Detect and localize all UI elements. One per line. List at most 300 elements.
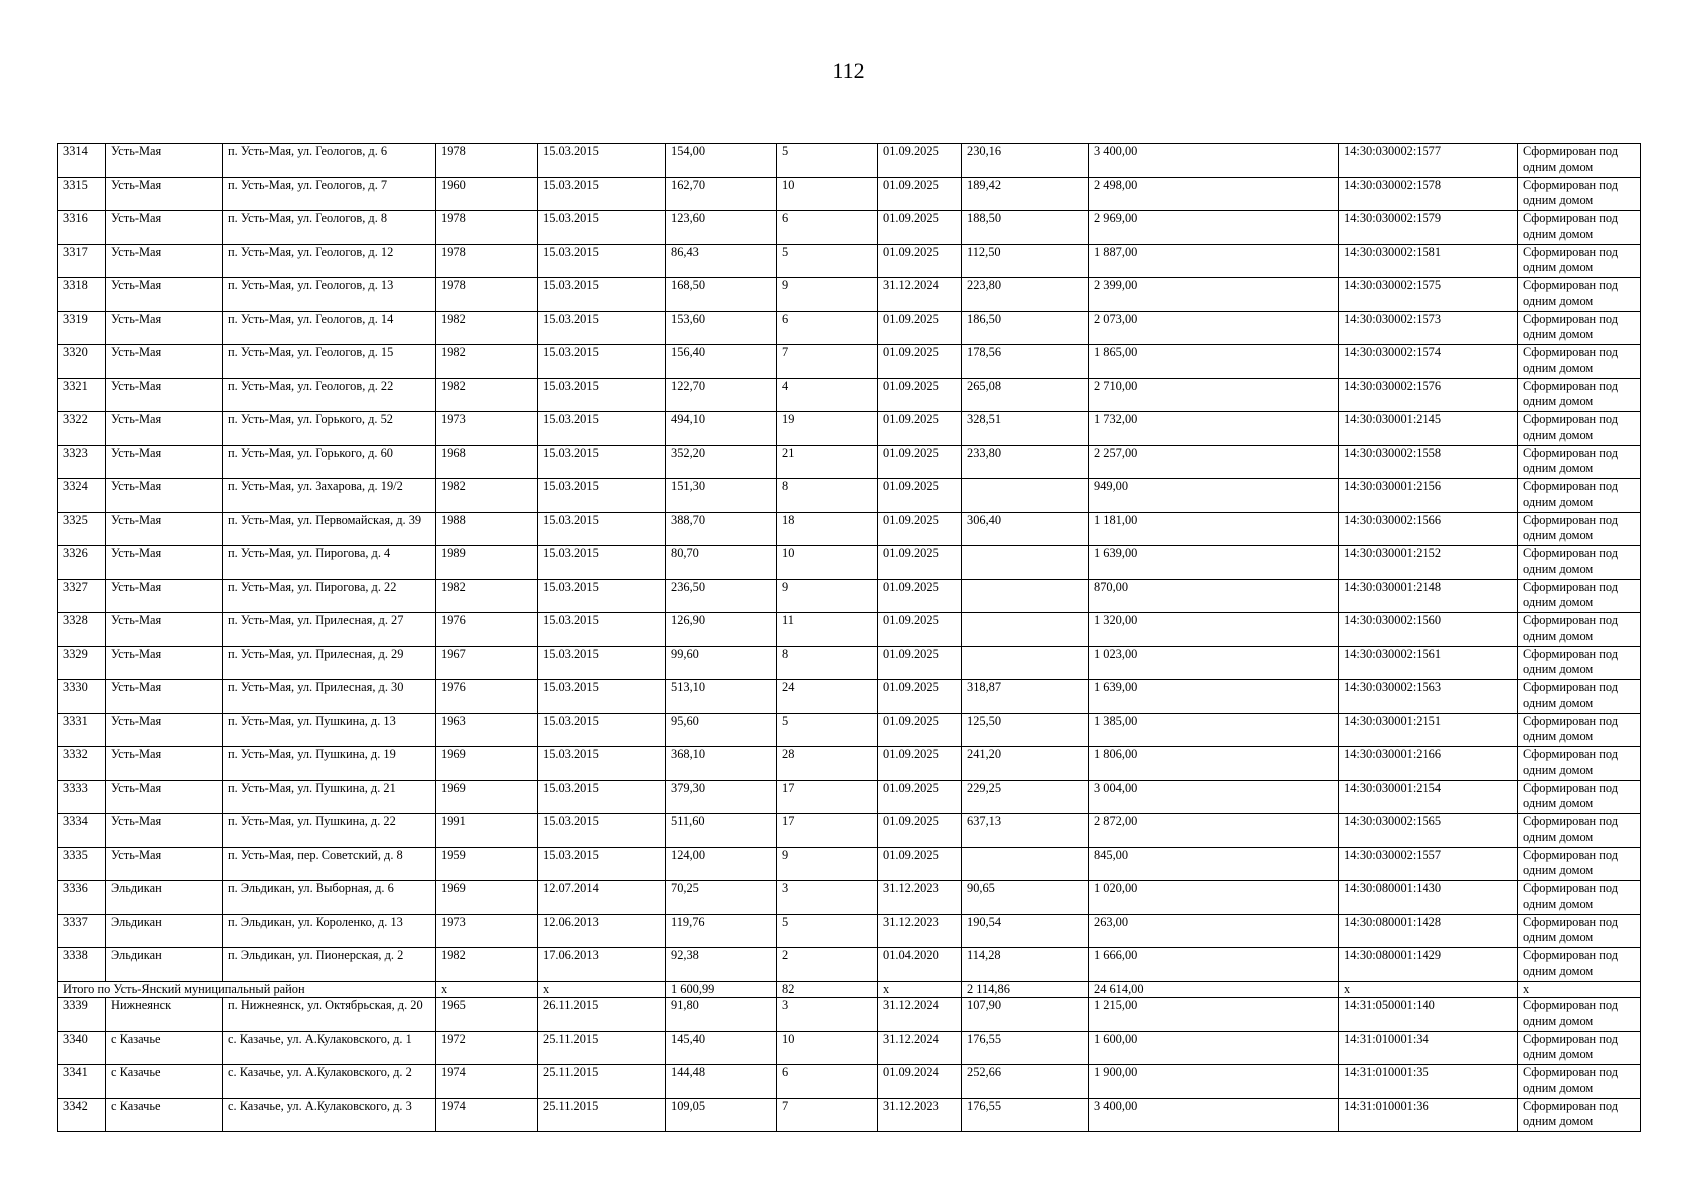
cell-area: 168,50 <box>666 278 777 312</box>
cell-cadastral-number: 14:30:030001:2145 <box>1339 412 1518 446</box>
cell-land-area: 176,55 <box>962 1031 1089 1065</box>
table-row <box>58 278 1641 312</box>
cell-cadastral-number: 14:30:030002:1575 <box>1339 278 1518 312</box>
cell-year-built: 1969 <box>436 780 538 814</box>
cell-settlement: Усть-Мая <box>106 244 223 278</box>
cell-resettlement-deadline: 31.12.2024 <box>878 1031 962 1065</box>
table-row <box>58 914 1641 948</box>
total-cell-land-area: 2 114,86 <box>962 981 1089 998</box>
cell-land-area: 188,50 <box>962 211 1089 245</box>
cell-row-number: 3322 <box>58 412 106 446</box>
total-cell-residents: 82 <box>777 981 878 998</box>
cell-address: с. Казачье, ул. А.Кулаковского, д. 3 <box>223 1098 436 1132</box>
cell-settlement: Усть-Мая <box>106 613 223 647</box>
cell-recognized-date: 15.03.2015 <box>538 780 666 814</box>
cell-row-number: 3330 <box>58 680 106 714</box>
cell-address: п. Усть-Мая, ул. Геологов, д. 8 <box>223 211 436 245</box>
cell-settlement: с Казачье <box>106 1098 223 1132</box>
cell-area: 123,60 <box>666 211 777 245</box>
cell-row-number: 3340 <box>58 1031 106 1065</box>
cell-settlement: Усть-Мая <box>106 546 223 580</box>
cell-recognized-date: 15.03.2015 <box>538 378 666 412</box>
table-row <box>58 847 1641 881</box>
cell-note: Сформирован под одним домом <box>1518 412 1641 446</box>
cell-settlement: Усть-Мая <box>106 847 223 881</box>
cell-row-number: 3338 <box>58 948 106 982</box>
cell-cadastral-number: 14:30:030002:1578 <box>1339 177 1518 211</box>
cell-recognized-date: 15.03.2015 <box>538 814 666 848</box>
cell-resettlement-deadline: 01.09.2025 <box>878 244 962 278</box>
cell-resettlement-deadline: 01.09.2025 <box>878 211 962 245</box>
cell-land-area: 186,50 <box>962 311 1089 345</box>
cell-cost: 845,00 <box>1089 847 1339 881</box>
total-row <box>58 981 1641 998</box>
cell-area: 122,70 <box>666 378 777 412</box>
cell-row-number: 3324 <box>58 479 106 513</box>
cell-row-number: 3328 <box>58 613 106 647</box>
cell-year-built: 1968 <box>436 445 538 479</box>
cell-cost: 1 639,00 <box>1089 546 1339 580</box>
cell-note: Сформирован под одним домом <box>1518 847 1641 881</box>
cell-area: 109,05 <box>666 1098 777 1132</box>
cell-cadastral-number: 14:30:030002:1561 <box>1339 646 1518 680</box>
cell-cost: 3 400,00 <box>1089 144 1339 178</box>
cell-year-built: 1973 <box>436 914 538 948</box>
cell-address: п. Усть-Мая, ул. Геологов, д. 13 <box>223 278 436 312</box>
cell-land-area: 190,54 <box>962 914 1089 948</box>
cell-address: п. Усть-Мая, ул. Захарова, д. 19/2 <box>223 479 436 513</box>
registry-rows-ust-yansky <box>58 998 1641 1132</box>
cell-year-built: 1982 <box>436 311 538 345</box>
cell-year-built: 1982 <box>436 479 538 513</box>
cell-row-number: 3314 <box>58 144 106 178</box>
cell-land-area <box>962 479 1089 513</box>
cell-year-built: 1976 <box>436 680 538 714</box>
cell-recognized-date: 17.06.2013 <box>538 948 666 982</box>
cell-row-number: 3327 <box>58 579 106 613</box>
cell-land-area: 318,87 <box>962 680 1089 714</box>
cell-cadastral-number: 14:30:030002:1576 <box>1339 378 1518 412</box>
cell-year-built: 1974 <box>436 1098 538 1132</box>
cell-recognized-date: 15.03.2015 <box>538 445 666 479</box>
table-row <box>58 747 1641 781</box>
cell-residents: 9 <box>777 278 878 312</box>
cell-address: п. Усть-Мая, ул. Горького, д. 60 <box>223 445 436 479</box>
cell-recognized-date: 15.03.2015 <box>538 144 666 178</box>
cell-area: 144,48 <box>666 1065 777 1099</box>
total-cell-date: х <box>538 981 666 998</box>
cell-land-area <box>962 613 1089 647</box>
cell-resettlement-deadline: 01.09.2025 <box>878 445 962 479</box>
cell-row-number: 3336 <box>58 881 106 915</box>
cell-note: Сформирован под одним домом <box>1518 378 1641 412</box>
cell-settlement: Усть-Мая <box>106 814 223 848</box>
cell-cost: 1 320,00 <box>1089 613 1339 647</box>
cell-note: Сформирован под одним домом <box>1518 512 1641 546</box>
cell-address: п. Усть-Мая, ул. Геологов, д. 6 <box>223 144 436 178</box>
cell-note: Сформирован под одним домом <box>1518 1031 1641 1065</box>
cell-land-area: 306,40 <box>962 512 1089 546</box>
cell-residents: 10 <box>777 546 878 580</box>
cell-year-built: 1982 <box>436 378 538 412</box>
cell-settlement: Усть-Мая <box>106 211 223 245</box>
cell-cost: 2 399,00 <box>1089 278 1339 312</box>
cell-cost: 1 732,00 <box>1089 412 1339 446</box>
cell-address: п. Усть-Мая, ул. Пирогова, д. 4 <box>223 546 436 580</box>
cell-resettlement-deadline: 01.09.2025 <box>878 378 962 412</box>
cell-cadastral-number: 14:30:030001:2154 <box>1339 780 1518 814</box>
cell-recognized-date: 15.03.2015 <box>538 579 666 613</box>
cell-land-area <box>962 546 1089 580</box>
cell-resettlement-deadline: 01.09.2025 <box>878 646 962 680</box>
cell-land-area: 112,50 <box>962 244 1089 278</box>
cell-land-area: 265,08 <box>962 378 1089 412</box>
cell-area: 352,20 <box>666 445 777 479</box>
cell-address: п. Усть-Мая, ул. Пушкина, д. 19 <box>223 747 436 781</box>
cell-year-built: 1969 <box>436 881 538 915</box>
cell-address: п. Усть-Мая, ул. Прилесная, д. 30 <box>223 680 436 714</box>
cell-cadastral-number: 14:30:030002:1573 <box>1339 311 1518 345</box>
cell-address: п. Усть-Мая, пер. Советский, д. 8 <box>223 847 436 881</box>
cell-settlement: Усть-Мая <box>106 747 223 781</box>
cell-row-number: 3329 <box>58 646 106 680</box>
cell-cadastral-number: 14:30:080001:1428 <box>1339 914 1518 948</box>
cell-area: 70,25 <box>666 881 777 915</box>
cell-cost: 1 600,00 <box>1089 1031 1339 1065</box>
cell-land-area: 114,28 <box>962 948 1089 982</box>
cell-residents: 9 <box>777 847 878 881</box>
cell-cadastral-number: 14:30:030002:1581 <box>1339 244 1518 278</box>
cell-land-area: 125,50 <box>962 713 1089 747</box>
cell-year-built: 1959 <box>436 847 538 881</box>
cell-resettlement-deadline: 01.09.2025 <box>878 177 962 211</box>
cell-year-built: 1989 <box>436 546 538 580</box>
cell-note: Сформирован под одним домом <box>1518 345 1641 379</box>
cell-settlement: с Казачье <box>106 1031 223 1065</box>
table-row <box>58 998 1641 1032</box>
cell-address: п. Усть-Мая, ул. Пушкина, д. 21 <box>223 780 436 814</box>
cell-recognized-date: 25.11.2015 <box>538 1031 666 1065</box>
cell-settlement: Усть-Мая <box>106 680 223 714</box>
cell-recognized-date: 15.03.2015 <box>538 211 666 245</box>
cell-settlement: Эльдикан <box>106 881 223 915</box>
table-row <box>58 345 1641 379</box>
cell-address: п. Эльдикан, ул. Выборная, д. 6 <box>223 881 436 915</box>
cell-land-area: 637,13 <box>962 814 1089 848</box>
cell-row-number: 3326 <box>58 546 106 580</box>
cell-cost: 2 073,00 <box>1089 311 1339 345</box>
cell-area: 511,60 <box>666 814 777 848</box>
cell-note: Сформирован под одним домом <box>1518 278 1641 312</box>
cell-row-number: 3325 <box>58 512 106 546</box>
cell-settlement: с Казачье <box>106 1065 223 1099</box>
cell-cost: 2 257,00 <box>1089 445 1339 479</box>
table-row <box>58 780 1641 814</box>
cell-note: Сформирован под одним домом <box>1518 479 1641 513</box>
cell-row-number: 3331 <box>58 713 106 747</box>
cell-resettlement-deadline: 01.09.2025 <box>878 613 962 647</box>
cell-area: 99,60 <box>666 646 777 680</box>
cell-cadastral-number: 14:30:030001:2152 <box>1339 546 1518 580</box>
cell-year-built: 1967 <box>436 646 538 680</box>
cell-residents: 2 <box>777 948 878 982</box>
cell-cost: 3 400,00 <box>1089 1098 1339 1132</box>
total-cell-area: 1 600,99 <box>666 981 777 998</box>
cell-residents: 4 <box>777 378 878 412</box>
cell-cost: 1 666,00 <box>1089 948 1339 982</box>
cell-year-built: 1974 <box>436 1065 538 1099</box>
cell-area: 119,76 <box>666 914 777 948</box>
cell-cadastral-number: 14:30:030001:2156 <box>1339 479 1518 513</box>
cell-address: п. Усть-Мая, ул. Геологов, д. 14 <box>223 311 436 345</box>
cell-resettlement-deadline: 01.09.2025 <box>878 412 962 446</box>
cell-row-number: 3320 <box>58 345 106 379</box>
cell-residents: 7 <box>777 345 878 379</box>
cell-land-area: 328,51 <box>962 412 1089 446</box>
cell-cadastral-number: 14:31:050001:140 <box>1339 998 1518 1032</box>
cell-resettlement-deadline: 31.12.2024 <box>878 278 962 312</box>
cell-address: п. Усть-Мая, ул. Пирогова, д. 22 <box>223 579 436 613</box>
cell-recognized-date: 12.06.2013 <box>538 914 666 948</box>
cell-land-area: 90,65 <box>962 881 1089 915</box>
cell-settlement: Усть-Мая <box>106 345 223 379</box>
cell-cadastral-number: 14:30:030002:1563 <box>1339 680 1518 714</box>
cell-settlement: Усть-Мая <box>106 144 223 178</box>
total-cell-cadastral: х <box>1339 981 1518 998</box>
table-row <box>58 1031 1641 1065</box>
table-row <box>58 546 1641 580</box>
cell-note: Сформирован под одним домом <box>1518 311 1641 345</box>
cell-settlement: Усть-Мая <box>106 579 223 613</box>
cell-area: 154,00 <box>666 144 777 178</box>
total-cell-note: х <box>1518 981 1641 998</box>
cell-cadastral-number: 14:30:030002:1560 <box>1339 613 1518 647</box>
cell-note: Сформирован под одним домом <box>1518 780 1641 814</box>
cell-settlement: Усть-Мая <box>106 780 223 814</box>
cell-cadastral-number: 14:30:080001:1429 <box>1339 948 1518 982</box>
cell-residents: 5 <box>777 713 878 747</box>
cell-resettlement-deadline: 01.09.2025 <box>878 847 962 881</box>
cell-land-area <box>962 646 1089 680</box>
page-number: 112 <box>832 58 865 83</box>
cell-area: 124,00 <box>666 847 777 881</box>
cell-cadastral-number: 14:30:030002:1577 <box>1339 144 1518 178</box>
cell-area: 80,70 <box>666 546 777 580</box>
table-row <box>58 445 1641 479</box>
cell-year-built: 1972 <box>436 1031 538 1065</box>
cell-residents: 17 <box>777 780 878 814</box>
cell-residents: 3 <box>777 998 878 1032</box>
cell-resettlement-deadline: 01.09.2025 <box>878 713 962 747</box>
cell-cost: 1 865,00 <box>1089 345 1339 379</box>
cell-land-area: 223,80 <box>962 278 1089 312</box>
cell-recognized-date: 15.03.2015 <box>538 412 666 446</box>
cell-year-built: 1982 <box>436 345 538 379</box>
cell-cadastral-number: 14:30:030002:1557 <box>1339 847 1518 881</box>
cell-cost: 1 181,00 <box>1089 512 1339 546</box>
cell-land-area: 178,56 <box>962 345 1089 379</box>
cell-cost: 870,00 <box>1089 579 1339 613</box>
cell-area: 379,30 <box>666 780 777 814</box>
total-cell-cost: 24 614,00 <box>1089 981 1339 998</box>
cell-area: 513,10 <box>666 680 777 714</box>
cell-address: п. Нижнеянск, ул. Октябрьская, д. 20 <box>223 998 436 1032</box>
table-row <box>58 680 1641 714</box>
cell-cost: 1 806,00 <box>1089 747 1339 781</box>
cell-recognized-date: 15.03.2015 <box>538 613 666 647</box>
cell-cost: 263,00 <box>1089 914 1339 948</box>
cell-note: Сформирован под одним домом <box>1518 646 1641 680</box>
cell-address: п. Усть-Мая, ул. Геологов, д. 7 <box>223 177 436 211</box>
cell-cadastral-number: 14:30:030001:2151 <box>1339 713 1518 747</box>
cell-cadastral-number: 14:31:010001:36 <box>1339 1098 1518 1132</box>
cell-cadastral-number: 14:30:030002:1558 <box>1339 445 1518 479</box>
cell-note: Сформирован под одним домом <box>1518 713 1641 747</box>
cell-resettlement-deadline: 01.09.2025 <box>878 311 962 345</box>
cell-area: 95,60 <box>666 713 777 747</box>
cell-land-area: 233,80 <box>962 445 1089 479</box>
cell-residents: 3 <box>777 881 878 915</box>
cell-cost: 1 215,00 <box>1089 998 1339 1032</box>
table-row <box>58 814 1641 848</box>
table-row <box>58 378 1641 412</box>
cell-land-area: 241,20 <box>962 747 1089 781</box>
cell-recognized-date: 25.11.2015 <box>538 1065 666 1099</box>
cell-settlement: Эльдикан <box>106 914 223 948</box>
cell-row-number: 3334 <box>58 814 106 848</box>
cell-cost: 1 020,00 <box>1089 881 1339 915</box>
cell-land-area: 176,55 <box>962 1098 1089 1132</box>
cell-year-built: 1978 <box>436 278 538 312</box>
cell-cadastral-number: 14:30:030002:1565 <box>1339 814 1518 848</box>
cell-area: 236,50 <box>666 579 777 613</box>
cell-resettlement-deadline: 01.09.2025 <box>878 144 962 178</box>
cell-recognized-date: 15.03.2015 <box>538 546 666 580</box>
cell-cadastral-number: 14:30:030001:2166 <box>1339 747 1518 781</box>
cell-year-built: 1965 <box>436 998 538 1032</box>
cell-address: п. Усть-Мая, ул. Геологов, д. 15 <box>223 345 436 379</box>
table-row <box>58 211 1641 245</box>
cell-note: Сформирован под одним домом <box>1518 680 1641 714</box>
cell-cadastral-number: 14:30:030001:2148 <box>1339 579 1518 613</box>
cell-address: п. Усть-Мая, ул. Прилесная, д. 29 <box>223 646 436 680</box>
table-row <box>58 579 1641 613</box>
cell-area: 151,30 <box>666 479 777 513</box>
cell-settlement: Нижнеянск <box>106 998 223 1032</box>
cell-row-number: 3339 <box>58 998 106 1032</box>
cell-address: с. Казачье, ул. А.Кулаковского, д. 2 <box>223 1065 436 1099</box>
cell-note: Сформирован под одним домом <box>1518 546 1641 580</box>
cell-recognized-date: 15.03.2015 <box>538 278 666 312</box>
cell-row-number: 3337 <box>58 914 106 948</box>
cell-address: п. Усть-Мая, ул. Геологов, д. 12 <box>223 244 436 278</box>
cell-residents: 6 <box>777 1065 878 1099</box>
cell-residents: 11 <box>777 613 878 647</box>
table-row <box>58 412 1641 446</box>
cell-year-built: 1978 <box>436 144 538 178</box>
cell-settlement: Усть-Мая <box>106 445 223 479</box>
cell-year-built: 1991 <box>436 814 538 848</box>
cell-residents: 7 <box>777 1098 878 1132</box>
cell-note: Сформирован под одним домом <box>1518 144 1641 178</box>
table-row <box>58 479 1641 513</box>
cell-resettlement-deadline: 31.12.2023 <box>878 914 962 948</box>
cell-resettlement-deadline: 01.04.2020 <box>878 948 962 982</box>
cell-address: п. Усть-Мая, ул. Геологов, д. 22 <box>223 378 436 412</box>
table-row <box>58 1065 1641 1099</box>
cell-address: п. Усть-Мая, ул. Горького, д. 52 <box>223 412 436 446</box>
cell-area: 126,90 <box>666 613 777 647</box>
cell-year-built: 1982 <box>436 579 538 613</box>
cell-year-built: 1978 <box>436 244 538 278</box>
cell-note: Сформирован под одним домом <box>1518 211 1641 245</box>
cell-cost: 1 887,00 <box>1089 244 1339 278</box>
cell-recognized-date: 15.03.2015 <box>538 311 666 345</box>
cell-cost: 949,00 <box>1089 479 1339 513</box>
cell-year-built: 1988 <box>436 512 538 546</box>
cell-area: 162,70 <box>666 177 777 211</box>
cell-area: 145,40 <box>666 1031 777 1065</box>
cell-recognized-date: 15.03.2015 <box>538 479 666 513</box>
cell-year-built: 1960 <box>436 177 538 211</box>
cell-residents: 24 <box>777 680 878 714</box>
cell-area: 388,70 <box>666 512 777 546</box>
cell-land-area: 230,16 <box>962 144 1089 178</box>
cell-area: 494,10 <box>666 412 777 446</box>
cell-address: с. Казачье, ул. А.Кулаковского, д. 1 <box>223 1031 436 1065</box>
cell-cost: 2 498,00 <box>1089 177 1339 211</box>
cell-recognized-date: 15.03.2015 <box>538 512 666 546</box>
cell-resettlement-deadline: 01.09.2025 <box>878 512 962 546</box>
cell-recognized-date: 12.07.2014 <box>538 881 666 915</box>
cell-resettlement-deadline: 01.09.2024 <box>878 1065 962 1099</box>
cell-cadastral-number: 14:30:030002:1579 <box>1339 211 1518 245</box>
cell-residents: 5 <box>777 144 878 178</box>
cell-land-area: 252,66 <box>962 1065 1089 1099</box>
cell-address: п. Усть-Мая, ул. Пушкина, д. 22 <box>223 814 436 848</box>
cell-note: Сформирован под одним домом <box>1518 948 1641 982</box>
cell-residents: 6 <box>777 311 878 345</box>
table-row <box>58 512 1641 546</box>
cell-area: 368,10 <box>666 747 777 781</box>
cell-land-area <box>962 579 1089 613</box>
cell-cadastral-number: 14:30:030002:1566 <box>1339 512 1518 546</box>
table-row <box>58 144 1641 178</box>
cell-row-number: 3319 <box>58 311 106 345</box>
cell-row-number: 3342 <box>58 1098 106 1132</box>
cell-area: 86,43 <box>666 244 777 278</box>
cell-note: Сформирован под одним домом <box>1518 579 1641 613</box>
cell-address: п. Усть-Мая, ул. Пушкина, д. 13 <box>223 713 436 747</box>
cell-row-number: 3341 <box>58 1065 106 1099</box>
cell-recognized-date: 26.11.2015 <box>538 998 666 1032</box>
cell-note: Сформирован под одним домом <box>1518 998 1641 1032</box>
cell-note: Сформирован под одним домом <box>1518 914 1641 948</box>
cell-settlement: Усть-Мая <box>106 177 223 211</box>
cell-residents: 28 <box>777 747 878 781</box>
cell-land-area: 107,90 <box>962 998 1089 1032</box>
table-row <box>58 311 1641 345</box>
cell-note: Сформирован под одним домом <box>1518 445 1641 479</box>
cell-year-built: 1978 <box>436 211 538 245</box>
cell-residents: 18 <box>777 512 878 546</box>
cell-residents: 8 <box>777 479 878 513</box>
cell-note: Сформирован под одним домом <box>1518 613 1641 647</box>
cell-row-number: 3323 <box>58 445 106 479</box>
registry-total-section <box>58 981 1641 998</box>
cell-resettlement-deadline: 31.12.2023 <box>878 1098 962 1132</box>
cell-row-number: 3321 <box>58 378 106 412</box>
